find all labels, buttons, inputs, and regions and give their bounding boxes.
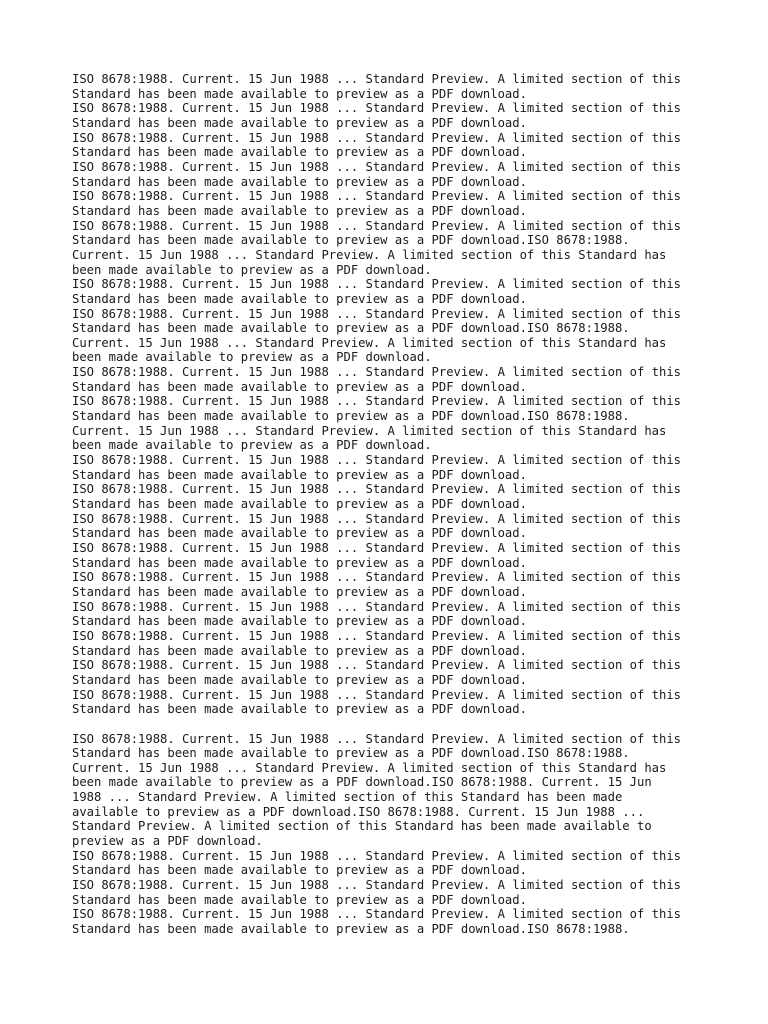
paragraph-gap (72, 717, 712, 732)
text-line: Standard has been made available to preview as a PDF download. (72, 584, 527, 599)
text-line: Standard has been made available to preview as a PDF download.ISO 8678:1988. (72, 922, 630, 937)
text-line: ISO 8678:1988. Current. 15 Jun 1988 ... Standard Preview. A limited section of this (72, 878, 682, 893)
text-line: Standard has been made available to preview as a PDF download.ISO 8678:1988. (72, 409, 630, 424)
paragraph (72, 907, 712, 936)
text-line: ISO 8678:1988. Current. 15 Jun 1988 ... Standard Preview. A limited section of this (72, 394, 682, 409)
paragraph (72, 482, 712, 511)
text-line: ISO 8678:1988. Current. 15 Jun 1988 ... Standard Preview. A limited section of this (72, 570, 682, 585)
paragraph (72, 849, 712, 878)
text-line: ISO 8678:1988. Current. 15 Jun 1988 ... Standard Preview. A limited section of this (72, 541, 682, 555)
text-line: ISO 8678:1988. Current. 15 Jun 1988 ... Standard Preview. A limited section of this (72, 687, 682, 702)
text-line: Standard has been made available to preview as a PDF download. (72, 892, 527, 907)
text-line: ISO 8678:1988. Current. 15 Jun 1988 ... Standard Preview. A limited section of this (72, 306, 682, 321)
text-line: Standard has been made available to preview as a PDF download. (72, 555, 527, 570)
paragraph (72, 512, 712, 541)
paragraph (72, 131, 712, 160)
text-line: ISO 8678:1988. Current. 15 Jun 1988 ... Standard Preview. A limited section of this (72, 189, 682, 204)
paragraph (72, 878, 712, 907)
paragraph (72, 541, 712, 570)
text-line: ISO 8678:1988. Current. 15 Jun 1988 ... Standard Preview. A limited section of this (72, 482, 682, 497)
text-line: ISO 8678:1988. Current. 15 Jun 1988 ... Standard Preview. A limited section of this (72, 907, 682, 922)
text-line: Standard has been made available to preview as a PDF download. (72, 863, 527, 878)
text-line: Standard has been made available to preview as a PDF download.ISO 8678:1988. (72, 746, 630, 761)
text-line: ISO 8678:1988. Current. 15 Jun 1988 ... Standard Preview. A limited section of this (72, 511, 682, 526)
text-block-one (72, 72, 712, 717)
text-line: Standard has been made available to preview as a PDF download. (72, 291, 527, 306)
text-line: ISO 8678:1988. Current. 15 Jun 1988 ... Standard Preview. A limited section of this (72, 453, 682, 468)
text-line: ISO 8678:1988. Current. 15 Jun 1988 ... Standard Preview. A limited section of this (72, 628, 682, 643)
text-line: preview as a PDF download. (72, 834, 263, 849)
text-line: Current. 15 Jun 1988 ... Standard Preview. A limited section of this Standard has (72, 423, 667, 438)
text-line: ISO 8678:1988. Current. 15 Jun 1988 ... Standard Preview. A limited section of this (72, 218, 682, 233)
paragraph (72, 570, 712, 599)
text-line: been made available to preview as a PDF download.ISO 8678:1988. Current. 15 Jun (72, 775, 652, 790)
text-line: ISO 8678:1988. Current. 15 Jun 1988 ... Standard Preview. A limited section of this (72, 159, 682, 174)
paragraph (72, 277, 712, 306)
text-line: Standard has been made available to preview as a PDF download. (72, 526, 527, 541)
paragraph (72, 658, 712, 687)
text-line: been made available to preview as a PDF download. (72, 262, 432, 277)
paragraph (72, 189, 712, 218)
text-line: Current. 15 Jun 1988 ... Standard Preview. A limited section of this Standard has (72, 335, 667, 350)
text-line: ISO 8678:1988. Current. 15 Jun 1988 ... Standard Preview. A limited section of this (72, 277, 682, 292)
text-line: ISO 8678:1988. Current. 15 Jun 1988 ... Standard Preview. A limited section of this (72, 130, 682, 145)
paragraph (72, 453, 712, 482)
paragraph (72, 732, 712, 849)
text-line: Standard has been made available to preview as a PDF download. (72, 145, 527, 160)
text-line: Standard has been made available to preview as a PDF download.ISO 8678:1988. (72, 233, 630, 248)
text-line: 1988 ... Standard Preview. A limited section of this Standard has been made (72, 790, 623, 805)
text-line: Standard has been made available to preview as a PDF download. (72, 174, 527, 189)
text-line: Current. 15 Jun 1988 ... Standard Preview. A limited section of this Standard has (72, 760, 667, 775)
paragraph (72, 688, 712, 717)
text-line: Standard has been made available to preview as a PDF download. (72, 614, 527, 629)
text-line: Standard has been made available to preview as a PDF download. (72, 702, 527, 717)
text-line: Standard has been made available to preview as a PDF download. (72, 203, 527, 218)
text-line: Standard has been made available to preview as a PDF download. (72, 115, 527, 130)
paragraph (72, 101, 712, 130)
text-line: ISO 8678:1988. Current. 15 Jun 1988 ... Standard Preview. A limited section of this (72, 599, 682, 614)
text-block-two (72, 732, 712, 937)
text-line: available to preview as a PDF download.ISO 8678:1988. Current. 15 Jun 1988 ... (72, 804, 645, 819)
text-line: Standard has been made available to preview as a PDF download. (72, 497, 527, 512)
document-page (72, 72, 712, 937)
text-line: Standard has been made available to preview as a PDF download. (72, 379, 527, 394)
paragraph (72, 600, 712, 629)
text-line: ISO 8678:1988. Current. 15 Jun 1988 ... Standard Preview. A limited section of this (72, 848, 682, 863)
text-line: ISO 8678:1988. Current. 15 Jun 1988 ... Standard Preview. A limited section of this (72, 101, 682, 116)
paragraph (72, 629, 712, 658)
text-line: Standard has been made available to preview as a PDF download.ISO 8678:1988. (72, 321, 630, 336)
text-line: Standard has been made available to preview as a PDF download. (72, 643, 527, 658)
paragraph (72, 219, 712, 278)
text-line: Current. 15 Jun 1988 ... Standard Preview. A limited section of this Standard has (72, 247, 667, 262)
text-line: ISO 8678:1988. Current. 15 Jun 1988 ... Standard Preview. A limited section of this (72, 658, 682, 673)
text-line: Standard has been made available to preview as a PDF download. (72, 467, 527, 482)
paragraph (72, 365, 712, 394)
text-line: been made available to preview as a PDF download. (72, 438, 432, 453)
text-line: ISO 8678:1988. Current. 15 Jun 1988 ... Standard Preview. A limited section of this (72, 72, 682, 86)
paragraph (72, 307, 712, 366)
text-line: Standard has been made available to preview as a PDF download. (72, 86, 527, 101)
text-line: ISO 8678:1988. Current. 15 Jun 1988 ... Standard Preview. A limited section of this (72, 731, 682, 746)
text-line: ISO 8678:1988. Current. 15 Jun 1988 ... Standard Preview. A limited section of this (72, 365, 682, 380)
paragraph (72, 394, 712, 453)
text-line: Standard has been made available to preview as a PDF download. (72, 672, 527, 687)
paragraph (72, 160, 712, 189)
text-line: been made available to preview as a PDF download. (72, 350, 432, 365)
text-line: Standard Preview. A limited section of this Standard has been made available to (72, 819, 652, 834)
paragraph (72, 72, 712, 101)
